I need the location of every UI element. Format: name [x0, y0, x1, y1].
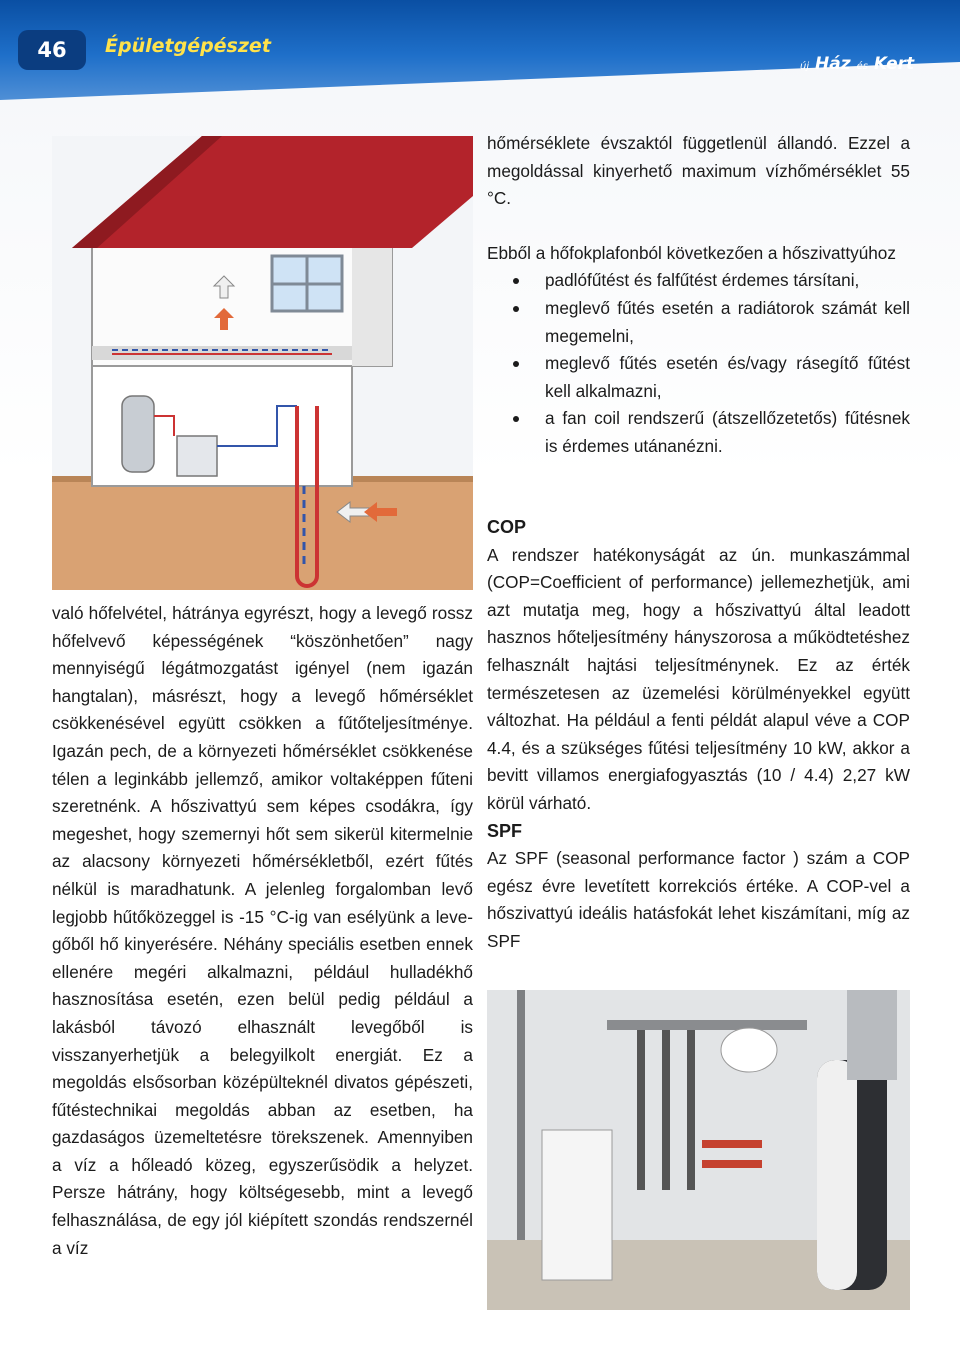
list-item-text: padlófűtést és falfűtést érdemes társítani,	[545, 270, 860, 291]
bullet-icon	[513, 278, 519, 284]
list-item	[487, 405, 910, 460]
right-column-top	[487, 130, 910, 461]
cop-paragraph: A rendszer hatékonyságát az ún. munkaszámmal (COP=Coefficient of performance) jellemezhetjük, ami azt mutatja meg, hogy a hőszivattyú által leadott hasznos hőteljesítmény hányszorosa a működtetéshez felhasznált hajtási teljesítménynek. Ez az érték természetesen az üzemelési körülményekkel együtt változhat. Ha például a fenti példát alapul véve a COP 4.4, és a szükséges fűtési teljesítmény 10 kW, akkor a bevitt villamos energiafogyasztás (10 / 4.4) 2,27 kW körül várható.	[487, 544, 910, 813]
paragraph: hőmérséklete évszaktól függetlenül állandó. Ezzel a megoldással kinyerhető maximum vízhőmérséklet 55 °C.	[487, 133, 910, 209]
list-item	[487, 267, 910, 295]
boiler-room-photo	[487, 990, 910, 1310]
list-item	[487, 350, 910, 405]
list-item-text: a fan coil rendszerű (átszellőzetetős) fűtésnek is érdemes utánanézni.	[545, 408, 910, 456]
heat-pump-house-diagram	[52, 136, 473, 590]
paragraph: Ebből a hőfokplafonból következően a hőszivattyúhoz	[487, 242, 896, 263]
logo-main: Ház	[815, 54, 851, 74]
list-item-text: meglevő fűtés esetén és/vagy rásegítő fűtést kell alkalmazni,	[545, 353, 910, 401]
logo-end: Kert	[873, 54, 915, 74]
logo-prefix: új	[800, 61, 810, 72]
list-item-text: meglevő fűtés esetén a radiátorok számát kell megemelni,	[545, 297, 910, 346]
cop-heading: COP	[487, 517, 527, 537]
magazine-logo	[800, 54, 914, 74]
spf-heading: SPF	[487, 820, 523, 841]
spf-paragraph: Az SPF (seasonal performance factor ) szám a COP egész évre levetített korrekciós értéke. A COP-vel a hőszivattyú ideális hatásfokát lehet kiszámítani, míg az SPF	[487, 848, 910, 951]
section-title: Épületgépészet	[105, 35, 271, 57]
list-item	[487, 295, 910, 350]
bullet-icon	[513, 416, 519, 422]
logo-mid: és	[856, 61, 868, 72]
right-column-mid	[487, 514, 910, 956]
bullet-icon	[513, 306, 519, 312]
bullet-list	[487, 267, 910, 460]
left-column	[52, 600, 473, 1262]
bullet-icon	[513, 361, 519, 367]
page-number: 46	[18, 30, 86, 70]
paragraph: való hőfelvétel, hátránya egyrészt, hogy a levegő rossz hőfelvevő képességének “köszönhetően” nagy mennyiségű légátmozgatást igényel (nem igazán hangtalan), másrészt, hogy a levegő hőmérséklet csökkenésével együtt csökken a fűtőteljesítménye. Igazán pech, de a környezeti hőmérséklet csökkenése télen a leginkább jellemző, amikor voltaképpen fűteni szeretnénk. A hőszivattyú sem képes csodákra, így megeshet, hogy szemernyi hőt sem sikerül kitermelnie az alacsony környezeti hőmérsékletből, ezért fűtés nélkül is maradhatunk. A jelenleg forgalomban levő legjobb hűtőközeggel is -15 °C-ig van esélyünk a levegőből hő kinyerésére. Néhány speciális esetben ennek ellenére megéri alkalmazni, például hulladékhő hasznosítása esetén, ezen belül pedig például a lakásból távozó elhasznált levegőből is visszanyerhetjük a belegyilkolt energiát. Ez a megoldás elsősorban középülteknél divatos gépészeti, fűtéstechnikai megoldás abban az esetben, ha gazdaságos üzemeltetésre törekszenek. Amennyiben a víz a hőleadó közeg, egyszerűsödik a helyzet. Persze hátrány, hogy költségesebb, mint a levegő felhasználása, de egy jól kiépített szondás rendszernél a víz	[52, 603, 473, 1258]
